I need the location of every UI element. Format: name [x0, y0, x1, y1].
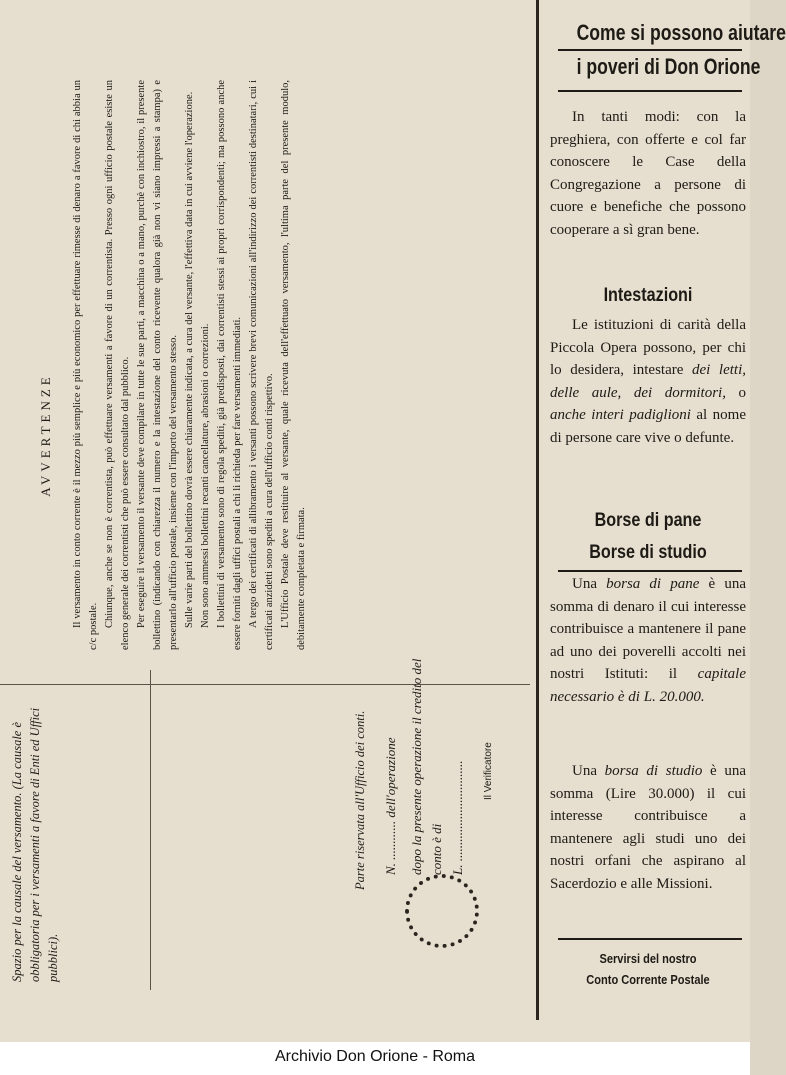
operazione-number-field: N. ............ dell'operazione: [383, 737, 398, 875]
borse-studio-heading: Borse di studio: [589, 542, 707, 563]
archive-footer: Archivio Don Orione - Roma: [274, 1048, 476, 1065]
intro-text: In tanti modi: con la preghiera, con offerte e col far conoscere le Case della Congregazione a persone di cuore e benefiche che possono cooperare a sì gran bene.: [550, 109, 746, 238]
intestazioni-paragraph: [550, 314, 746, 449]
intro-paragraph: [550, 106, 746, 241]
avvertenze-paragraph: Non sono ammessi bollettini recanti cancellature, abrasioni o correzioni.: [200, 323, 211, 628]
lire-label: L.: [450, 864, 465, 875]
credito-label: dopo la presente operazione il credito del conto è di: [409, 658, 444, 875]
avvertenze-paragraph: I bollettini di versamento sono di regola spediti, già predisposti, dai correntisti stessi ai propri corrispondenti; ma possono anche essere forniti dagli uffici postali a chi li richieda per fare versamenti immediati.: [216, 80, 243, 650]
causale-divider: [150, 670, 151, 990]
title-underline-1: [558, 49, 742, 51]
title-underline-2: [558, 90, 742, 92]
n-label: N.: [383, 863, 398, 875]
avvertenze-paragraph: L'Ufficio Postale deve restituire al versante, quale ricevuta dell'effettuato versamento, l'ultima parte del presente modulo, debitamente completata e firmata.: [280, 80, 307, 650]
column-title-line2: i poveri di Don Orione: [576, 54, 761, 79]
borse-pane-heading: Borse di pane: [594, 510, 702, 531]
borse-underline: [558, 570, 742, 572]
intestazioni-heading: Intestazioni: [603, 285, 693, 306]
causale-label: Spazio per la causale del versamento. (La causale è obbligatoria per i versamenti a favore di Enti ed Uffici pubblici).: [10, 707, 60, 982]
avvertenze-paragraph: A tergo dei certificati di allibramento i versanti possono scrivere brevi comunicazioni all'indirizzo dei correntisti destinatari, cui i certificati anzidetti sono spediti a cura dell'ufficio conti rispettivo.: [248, 80, 275, 650]
borsa-pane-paragraph: [550, 573, 746, 708]
avvertenze-paragraph: Per eseguire il versamento il versante deve compilare in tutte le sue parti, a macchina o a mano, purchè con inchiostro, il presente bollettino (indicando con chiarezza il numero e la intestazione del conto ricevente qualora già non vi siano impressi a stampa) e presentarlo all'ufficio postale, insieme con l'importo del versamento stesso.: [136, 80, 179, 650]
ufficio-conti-section: [335, 660, 525, 960]
operazione-label: dell'operazione: [383, 737, 398, 818]
borsa-studio-paragraph: [550, 760, 746, 895]
pane-text-italic-1: borsa di pane: [606, 576, 700, 592]
avvertenze-paragraph: Sulle varie parti del bollettino dovrà essere chiaramente indicata, a cura del versante, l'effettiva data in cui avviene l'operazione.: [184, 91, 195, 628]
avvertenze-text: [70, 80, 310, 650]
verificatore-label: Il Verificatore: [483, 742, 494, 800]
credito-amount-field: L. ...............................: [450, 760, 465, 875]
avvertenze-title: AVVERTENZE: [38, 373, 53, 497]
causale-box: [0, 658, 530, 990]
ufficio-conti-title: Parte riservata all'Ufficio dei conti.: [353, 710, 367, 890]
column-title-line1: Come si possono aiutare: [576, 20, 786, 45]
servirsi-line1: Servirsi del nostro: [599, 951, 697, 966]
column-divider: [536, 0, 539, 1020]
servirsi-rule: [558, 938, 742, 940]
intestazioni-text-italic-1: dei letti, delle aule, dei dormitori,: [550, 362, 747, 401]
pane-text-a: Una: [572, 576, 607, 592]
studio-text-italic-1: borsa di studio: [604, 763, 703, 779]
pane-text-b: è una somma di denaro il cui interesse contribuisce a mantenere il pane ad uno dei poverelli accolti nei nostri Istituti: il: [550, 576, 746, 682]
don-orione-column: [542, 0, 786, 1020]
postmark-stamp-circle: [405, 874, 479, 948]
intestazioni-text-b: o: [725, 384, 746, 401]
intestazioni-text-a: Le istituzioni di carità della Piccola Opera possono, per chi lo desidera, intestare: [550, 317, 746, 378]
studio-text-a: Una: [572, 763, 605, 779]
pane-text-italic-2: capitale necessario è di L. 20.000.: [550, 666, 746, 705]
avvertenze-paragraph: Chiunque, anche se non è correntista, può effettuare versamenti a favore di un correntista. Presso ogni ufficio postale esiste un elenco generale dei correntisti che può essere consultato dal pubblico.: [104, 80, 131, 650]
servirsi-note: [565, 948, 732, 990]
studio-text-b: è una somma (Lire 30.000) il cui interesse contribuisce a mantenere agli studi uno dei nostri orfani che aspirano al Sacerdozio e alle Missioni.: [550, 763, 746, 892]
servirsi-line2: Conto Corrente Postale: [586, 972, 710, 987]
intestazioni-text-c: al nome di persone care vive o defunte.: [550, 407, 747, 446]
intestazioni-text-italic-2: anche interi padiglioni: [550, 407, 691, 423]
avvertenze-paragraph: Il versamento in conto corrente è il mezzo più semplice e più economico per effettuare rimesse di denaro a favore di chi abbia un c/c postale.: [72, 80, 99, 650]
